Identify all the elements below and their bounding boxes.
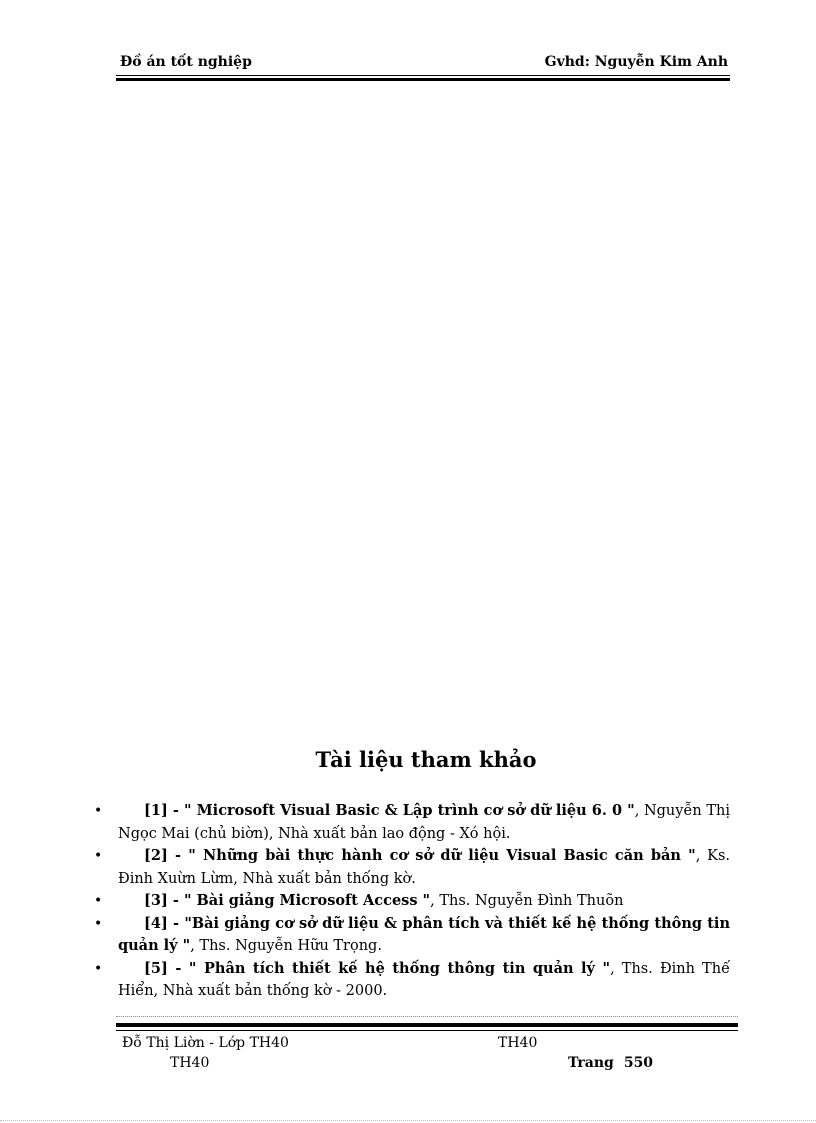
page-label: Trang [568, 1055, 614, 1071]
reference-title: " Phân tích thiết kế hệ thống thông tin quản lý " [188, 959, 611, 977]
separator: - [167, 959, 189, 977]
reference-number: [2] [144, 847, 168, 864]
bullet-icon: • [94, 848, 103, 864]
reference-item-3 [90, 890, 730, 913]
bullet-icon: • [94, 960, 103, 977]
reference-details: , Ths. Nguyễn Hữu Trọng. [190, 938, 382, 954]
separator: - [167, 892, 184, 909]
reference-list [90, 800, 730, 1003]
footer-rule-thin [116, 1030, 738, 1031]
reference-number: [4] [144, 914, 168, 932]
footer-class-code: TH40 [498, 1035, 538, 1051]
reference-details: , Nguyễn Thị Ngọc Mai (chủ biờn), Nhà xuất bản lao động - Xó hội. [118, 803, 730, 842]
reference-item-1 [90, 800, 730, 845]
header-supervisor: Gvhd: Nguyễn Kim Anh [544, 54, 728, 70]
references-heading: Tài liệu tham khảo [315, 747, 537, 772]
reference-details: , Ths. Nguyễn Đình Thuõn [430, 893, 624, 909]
reference-number: [5] [144, 959, 168, 977]
reference-number: [1] [144, 802, 168, 819]
reference-title: " Những bài thực hành cơ sở dữ liệu Visual Basic căn bản " [188, 847, 696, 864]
page-number: 550 [623, 1055, 654, 1071]
bullet-icon: • [94, 893, 103, 909]
separator: - [167, 914, 185, 932]
bullet-icon: • [94, 803, 103, 819]
reference-number: [3] [144, 892, 168, 909]
header-rule-thick [116, 78, 730, 81]
reference-details: , Ths. Đinh Thế Hiển, Nhà xuất bản thống kờ - 2000. [118, 960, 730, 999]
header-rule-thin [116, 75, 730, 76]
reference-details: , Ks. Đinh Xuừn Lừm, Nhà xuất bản thống kờ. [118, 848, 730, 887]
header-doc-title: Đồ án tốt nghiệp [120, 54, 252, 70]
separator: - [167, 802, 184, 819]
reference-item-5 [90, 958, 730, 1003]
reference-title: " Bài giảng Microsoft Access " [183, 892, 431, 909]
reference-title: " Microsoft Visual Basic & Lập trình cơ sở dữ liệu 6. 0 " [184, 802, 635, 819]
footer-rule-thick [116, 1023, 738, 1027]
separator: - [167, 847, 189, 864]
reference-title: "Bài giảng cơ sở dữ liệu & phân tích và thiết kế hệ thống thông tin quản lý " [118, 914, 730, 954]
bullet-icon: • [94, 915, 103, 932]
footer-dotted-rule [116, 1016, 738, 1017]
footer-author: Đỗ Thị Liờn - Lớp TH40 [122, 1035, 289, 1051]
footer-class-code-2: TH40 [170, 1055, 210, 1071]
footer-page [568, 1055, 653, 1071]
page-bottom-dotted-rule [0, 1120, 816, 1121]
reference-item-2 [90, 845, 730, 890]
reference-item-4 [90, 913, 730, 958]
